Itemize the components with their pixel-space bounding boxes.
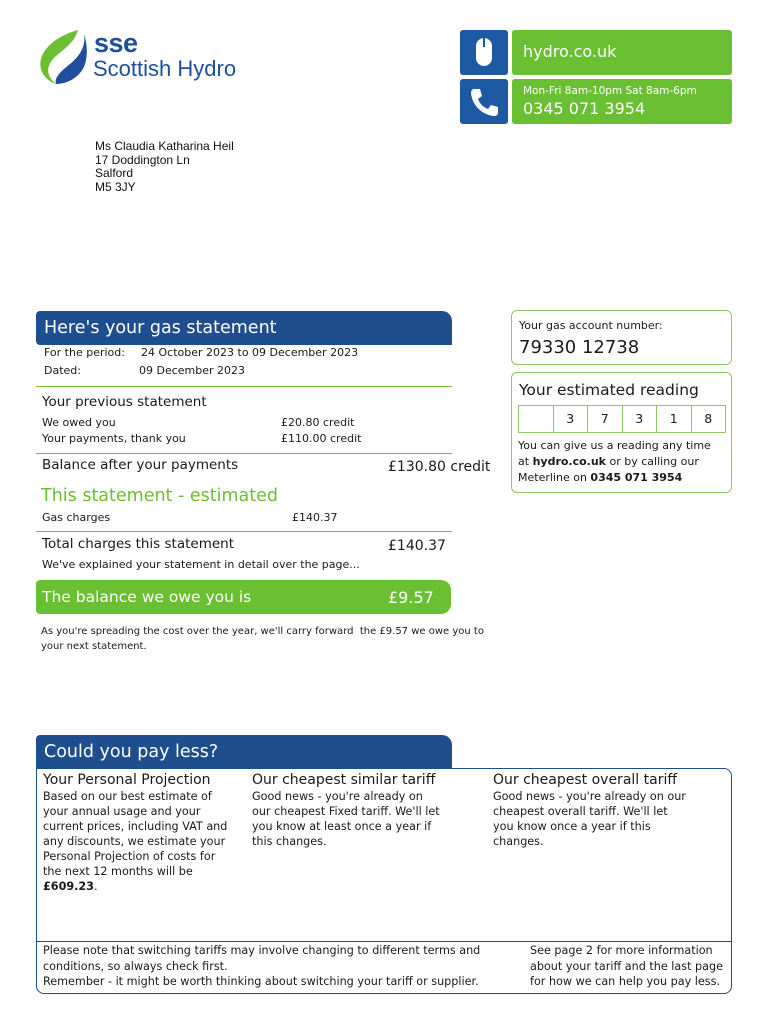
estimated-title: This statement - estimated [41, 486, 278, 506]
balance-owed-bar [36, 580, 451, 614]
reading-digit: 3 [622, 406, 657, 432]
reading-text-3-pre: Meterline on [518, 471, 591, 484]
projection-amount-suffix: . [93, 880, 98, 893]
switching-note-line: Remember - it might be worth thinking about switching your tariff or supplier. [43, 975, 479, 988]
projection-amount-line [43, 879, 248, 894]
divider [36, 531, 452, 532]
dated-value: 09 December 2023 [139, 364, 246, 377]
gas-charges-label: Gas charges [42, 511, 111, 524]
meter-reading-digits [518, 405, 726, 433]
carry-note-line1: As you're spreading the cost over the year, we'll carry forward the £9.57 we owe you to [41, 626, 484, 637]
statement-title: Here's your gas statement [36, 311, 452, 345]
page-reference-line: for how we can help you pay less. [530, 975, 721, 988]
address-city: Salford [95, 166, 134, 181]
mouse-icon-box [460, 30, 508, 75]
account-number: 79330 12738 [519, 337, 640, 358]
account-number-panel [511, 310, 732, 365]
period-value: 24 October 2023 to 09 December 2023 [141, 346, 359, 359]
reading-digit [519, 406, 553, 432]
switching-note [43, 943, 480, 990]
similar-tariff-line: you know at least once a year if [252, 820, 432, 833]
logo-short-name: sse [94, 28, 138, 58]
overall-tariff-title: Our cheapest overall tariff [493, 772, 677, 788]
switching-note-line: Please note that switching tariffs may involve changing to different terms and [43, 944, 481, 957]
reading-digit: 1 [656, 406, 691, 432]
owed-label: We owed you [42, 416, 116, 429]
payments-value: £110.00 credit [281, 432, 362, 445]
customer-address [95, 140, 234, 194]
reading-digit: 3 [553, 406, 588, 432]
balance-after-label: Balance after your payments [42, 457, 239, 473]
reading-website[interactable]: hydro.co.uk [532, 455, 607, 468]
previous-heading: Your previous statement [42, 394, 207, 410]
overall-tariff-line: Good news - you're already on our [493, 790, 686, 803]
projection-line: the next 12 months will be [43, 865, 193, 878]
address-line1: 17 Doddington Ln [95, 152, 190, 167]
explained-note: We've explained your statement in detail over the page... [42, 558, 360, 571]
projection-line: your annual usage and your [43, 805, 201, 818]
reading-text-3 [518, 470, 711, 486]
switching-note-line: conditions, so always check first. [43, 959, 228, 973]
reading-help-text [518, 438, 711, 486]
projection-line: current prices, including VAT and [43, 820, 228, 833]
reading-text-2 [518, 454, 711, 470]
similar-tariff-line: this changes. [252, 835, 327, 848]
total-charges-value: £140.37 [388, 538, 446, 554]
account-label: Your gas account number: [519, 319, 663, 332]
page-reference-line: about your tariff and the last page [530, 959, 723, 973]
gas-charges-value: £140.37 [292, 511, 338, 524]
reading-digit: 7 [587, 406, 622, 432]
page-reference-note [530, 943, 723, 990]
divider [36, 386, 452, 387]
projection-text [43, 789, 248, 894]
carry-forward-note [41, 624, 484, 654]
similar-tariff-title: Our cheapest similar tariff [252, 772, 436, 788]
similar-tariff-column [252, 771, 487, 849]
owe-value: £9.57 [388, 588, 434, 607]
projection-column [43, 771, 248, 894]
projection-title: Your Personal Projection [43, 772, 211, 788]
dated-label: Dated: [44, 364, 81, 377]
projection-line: Based on our best estimate of [43, 790, 212, 803]
phone-box[interactable] [512, 79, 732, 124]
sse-logo-mark [34, 28, 90, 86]
logo-brand-name: Scottish Hydro [93, 56, 237, 81]
reading-text-2-pre: at [518, 455, 533, 468]
reading-text-1: You can give us a reading any time [518, 439, 711, 452]
payments-label: Your payments, thank you [42, 432, 186, 445]
phone-number[interactable]: 0345 071 3954 [523, 99, 646, 118]
reading-digit: 8 [691, 406, 726, 432]
website-box[interactable] [512, 30, 732, 75]
address-postcode: M5 3JY [95, 179, 136, 194]
overall-tariff-column [493, 771, 725, 849]
mouse-icon [460, 30, 508, 75]
owed-value: £20.80 credit [281, 416, 355, 429]
balance-after-value: £130.80 credit [388, 459, 491, 475]
website-link[interactable]: hydro.co.uk [523, 42, 617, 61]
projection-line: any discounts, we estimate your [43, 835, 226, 848]
owe-label: The balance we owe you is [42, 588, 252, 606]
overall-tariff-line: you know once a year if this [493, 820, 651, 833]
projection-line: Personal Projection of costs for [43, 850, 216, 863]
similar-tariff-line: our cheapest Fixed tariff. We'll let [252, 805, 440, 818]
total-charges-label: Total charges this statement [42, 536, 235, 552]
phone-icon-box [460, 79, 508, 124]
overall-tariff-line: changes. [493, 835, 544, 848]
reading-title: Your estimated reading [519, 381, 699, 399]
divider [36, 453, 452, 454]
pay-less-footer-divider [37, 941, 731, 942]
pay-less-title: Could you pay less? [36, 735, 452, 769]
page-reference-line: See page 2 for more information [530, 944, 713, 957]
overall-tariff-text [493, 789, 725, 849]
carry-note-line2: your next statement. [41, 641, 147, 652]
similar-tariff-text [252, 789, 487, 849]
similar-tariff-line: Good news - you're already on [252, 790, 423, 803]
address-name: Ms Claudia Katharina Heil [95, 139, 234, 153]
meterline-number[interactable]: 0345 071 3954 [590, 471, 683, 484]
opening-hours: Mon-Fri 8am-10pm Sat 8am-6pm [523, 85, 697, 97]
reading-text-2-post: or by calling our [606, 455, 699, 468]
period-label: For the period: [44, 346, 125, 359]
phone-icon [460, 79, 508, 124]
projection-amount: £609.23 [43, 880, 94, 893]
overall-tariff-line: cheapest overall tariff. We'll let [493, 805, 668, 818]
